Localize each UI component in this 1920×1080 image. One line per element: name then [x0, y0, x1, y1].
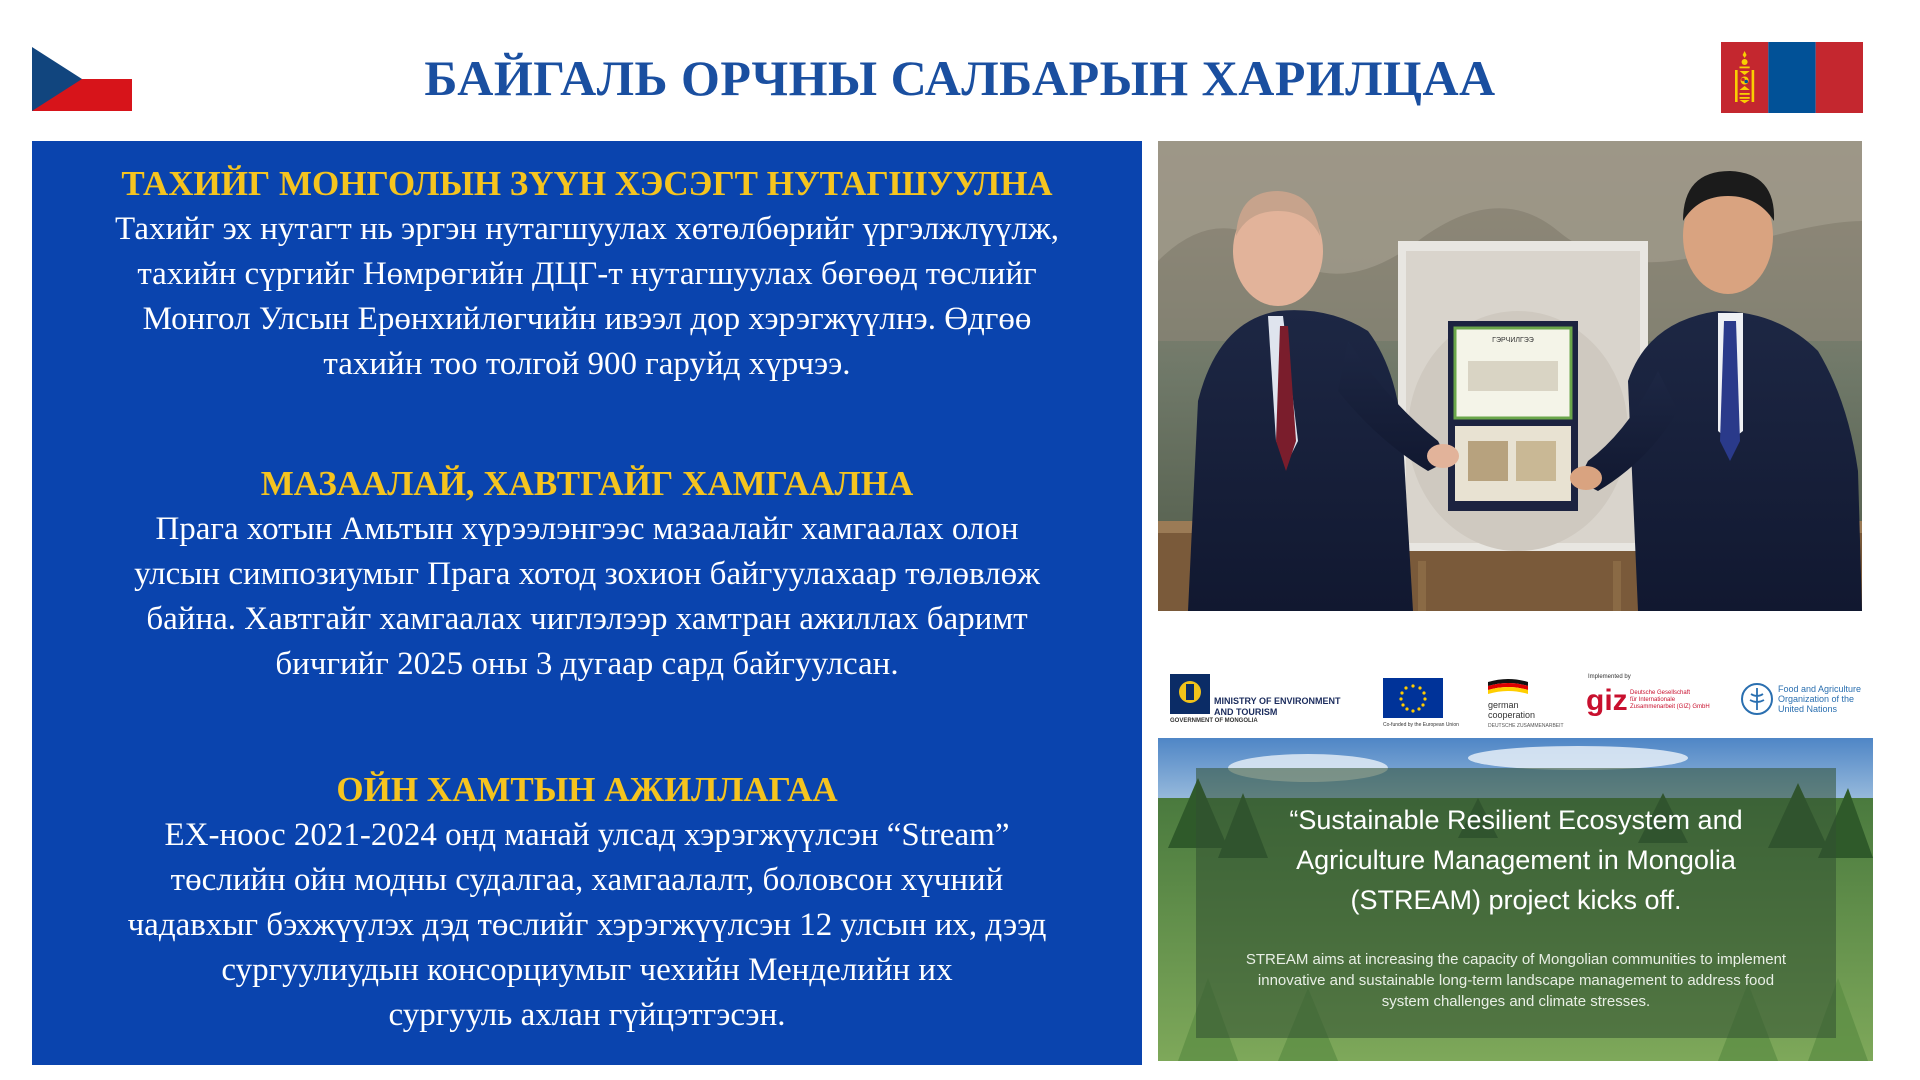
czech-flag [32, 47, 132, 111]
ministry-line1: MINISTRY OF ENVIRONMENT [1214, 696, 1341, 706]
section-line: Монгол Улсын Ерөнхийлөгчийн ивээл дор хэрэгжүүлнэ. Өдгөө [142, 301, 1032, 337]
section-line: чадавхыг бэхжүүлэх дэд төслийг хэрэгжүүлсэн 12 улсын их, дээд [127, 907, 1047, 943]
german-line1: german [1488, 700, 1519, 710]
giz-implemented-by: Implemented by [1588, 674, 1631, 680]
section-przewalski-horse [32, 161, 1142, 387]
section-line: сургууль ахлан гүйцэтгэсэн. [388, 997, 786, 1033]
certificate-handover-photo [1158, 141, 1862, 611]
section-line: Тахийг эх нутагт нь эргэн нутагшуулах хөтөлбөрийг үргэлжлүүлж, [115, 211, 1059, 247]
stream-sub-line: innovative and sustainable long-term landscape management to address food [1257, 972, 1775, 989]
stream-title-line: (STREAM) project kicks off. [1350, 885, 1682, 915]
stream-title-line: “Sustainable Resilient Ecosystem and [1289, 805, 1743, 835]
section-line: улсын симпозиумыг Прага хотод зохион байгуулахаар төлөвлөж [134, 556, 1040, 592]
section-line: бичгийг 2025 оны 3 дугаар сард байгуулсан. [275, 646, 899, 682]
section-line: сургуулиудын консорциумыг чехийн Менделийн их [221, 952, 953, 988]
giz-line3: Zusammenarbeit (GIZ) GmbH [1630, 704, 1710, 710]
stream-sub-line: system challenges and climate stresses. [1381, 993, 1651, 1010]
section-line: ЕХ-ноос 2021-2024 онд манай улсад хэрэгжүүлсэн “Stream” [164, 817, 1010, 853]
german-line2: cooperation [1488, 710, 1536, 720]
section-line: төслийн ойн модны судалгаа, хамгаалалт, боловсон хүчний [170, 862, 1004, 898]
stream-sub-line: STREAM aims at increasing the capacity of Mongolian communities to implement [1245, 951, 1787, 968]
giz-logo: giz [1586, 684, 1628, 717]
section-heading: МАЗААЛАЙ, ХАВТГАЙГ ХАМГААЛНА [260, 464, 914, 503]
section-line: тахийн тоо толгой 900 гаруйд хүрчээ. [323, 346, 851, 382]
stream-announcement-box [1196, 768, 1836, 1038]
section-heading: ТАХИЙГ МОНГОЛЫН ЗҮҮН ХЭСЭГТ НУТАГШУУЛНА [121, 164, 1053, 203]
mongolia-gov-caption: GOVERNMENT OF MONGOLIA [1170, 718, 1258, 724]
mongolia-government-logo-icon [1170, 674, 1210, 714]
german-line3: DEUTSCHE ZUSAMMENARBEIT [1488, 723, 1564, 729]
section-gobi-bear-camel [32, 461, 1142, 687]
mongolian-flag [1721, 42, 1863, 113]
section-forest-cooperation [32, 767, 1142, 1038]
stream-title-line: Agriculture Management in Mongolia [1296, 845, 1736, 875]
section-line: Прага хотын Амьтын хүрээлэнгээс мазаалайг хамгаалах олон [155, 511, 1019, 547]
german-flag-icon [1488, 678, 1528, 698]
fao-line2: Organization of the [1778, 694, 1855, 704]
fao-logo-icon [1740, 682, 1774, 716]
stream-subtitle [1216, 949, 1816, 1012]
stream-title [1196, 800, 1836, 920]
eu-caption: Co-funded by the European Union [1383, 722, 1459, 728]
certificate-heading: ГЭРЧИЛГЭЭ [1492, 337, 1534, 344]
section-heading: ОЙН ХАМТЫН АЖИЛЛАГАА [336, 770, 838, 809]
fao-line3: United Nations [1778, 704, 1838, 714]
giz-line1: Deutsche Gesellschaft [1630, 690, 1691, 696]
giz-line2: für Internationale [1630, 697, 1676, 703]
section-line: тахийн сүргийг Нөмрөгийн ДЦГ-т нутагшуулах бөгөөд төслийг [137, 256, 1037, 292]
text-panel [32, 141, 1142, 1065]
section-line: байна. Хавтгайг хамгаалах чиглэлээр хамтран ажиллах баримт [146, 601, 1028, 637]
fao-line1: Food and Agriculture [1778, 684, 1862, 694]
ministry-line2: AND TOURISM [1214, 707, 1278, 717]
eu-flag-icon [1383, 678, 1443, 718]
page-title: БАЙГАЛЬ ОРЧНЫ САЛБАРЫН ХАРИЛЦАА [424, 50, 1496, 106]
partner-logos-strip [1170, 666, 1866, 732]
